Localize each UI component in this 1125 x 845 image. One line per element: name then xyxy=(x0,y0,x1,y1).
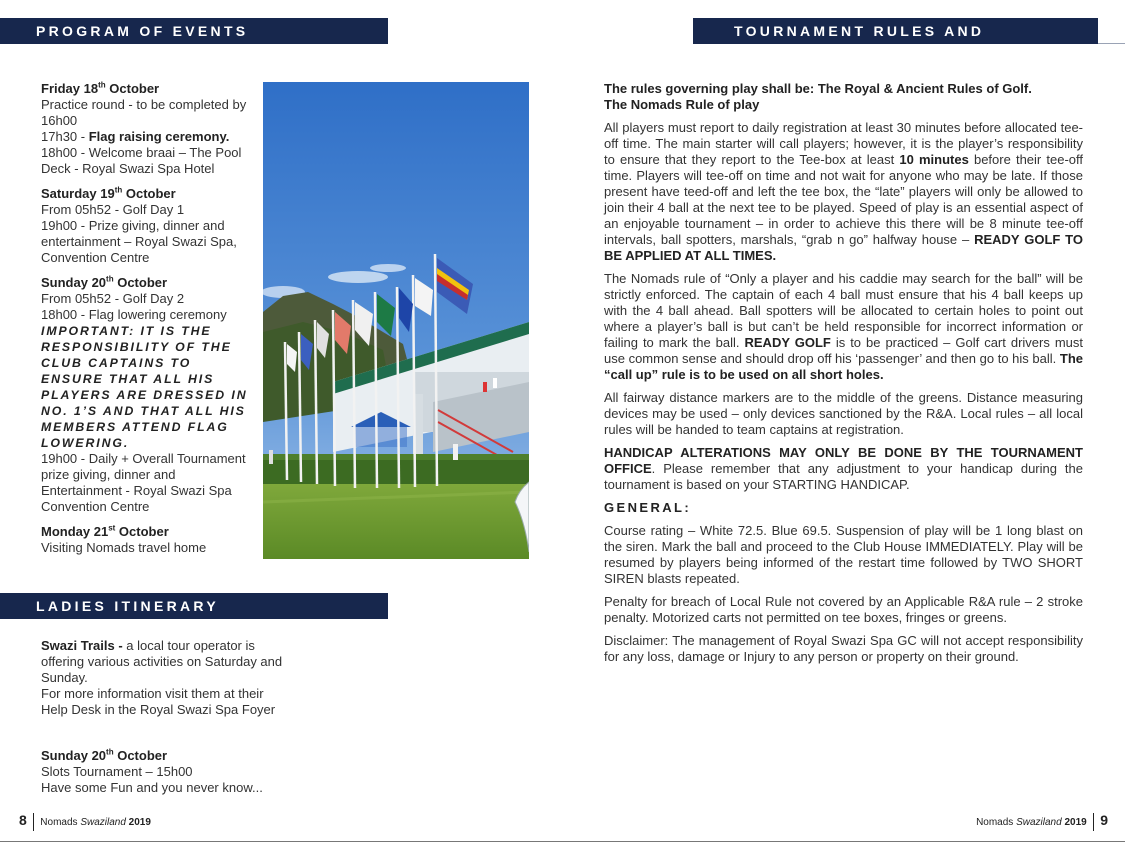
rules-paragraph: All players must report to daily registration at least 30 minutes before allocated tee-off time. The main starter will call players; however, it is the player’s responsibility to ensure that they report to the Tee-box at least 10 minutes before their tee-off time. Players will tee-off on time and not wait for anyone who may be late. If those present have teed-off and left the tee box, the “late” players will only be allowed to join their 4 ball at the next tee to be played. Speed of play is an essential aspect of an enjoyable tournament – in order to achieve this there will be 8 minute tee-off intervals, ball spotters, marshals, “grab n go” halfway house – READY GOLF TO BE APPLIED AT ALL TIMES. xyxy=(604,120,1084,263)
important-notice: IMPORTANT: IT IS THE RESPONSIBILITY OF THE CLUB CAPTAINS TO ENSURE THAT ALL HIS PLAYERS ARE DRESSED IN NO. 1’S AND THAT ALL HIS MEMBERS ATTEND FLAG LOWERING. xyxy=(41,324,248,450)
section-header-rules: TOURNAMENT RULES AND CONDITIONS xyxy=(693,18,1098,44)
page-number: 8 xyxy=(19,812,27,828)
ladies-itinerary xyxy=(41,638,291,796)
event-line: Practice round - to be completed by 16h00 xyxy=(41,97,247,128)
event-line: 19h00 - Daily + Overall Tournament prize giving, dinner and Entertainment - Royal Swazi Spa Convention Centre xyxy=(41,451,246,514)
rules-paragraph: HANDICAP ALTERATIONS MAY ONLY BE DONE BY THE TOURNAMENT OFFICE. Please remember that any adjustment to your handicap during the tournament is based on your STARTING HANDICAP. xyxy=(604,445,1083,492)
event-day-friday: Friday 18th October xyxy=(41,80,160,96)
event-line: 18h00 - Welcome braai – The Pool Deck - Royal Swazi Spa Hotel xyxy=(41,145,242,176)
fun-line: Have some Fun and you never know... xyxy=(41,780,263,795)
footer-left: 8 Nomads Swaziland 2019 xyxy=(19,811,151,832)
tournament-rules xyxy=(604,81,1083,672)
rules-heading: The rules governing play shall be: The Royal & Ancient Rules of Golf. xyxy=(604,81,1032,96)
rules-paragraph: The Nomads rule of “Only a player and his caddie may search for the ball” will be strictly enforced. The captain of each 4 ball must ensure that his 4 ball keeps up with the 4 ball ahead. Ball spotters will be allocated to certain holes to point out where a player’s ball is but can’t be held responsible for incorrect information or failing to mark the ball. READY GOLF is to be practiced – Golf cart drivers must use common sense and should drop off his ‘passenger’ and then go to his ball. The “call up” rule is to be used on all short holes. xyxy=(604,271,1083,382)
general-heading: GENERAL: xyxy=(604,500,692,515)
footer-divider xyxy=(33,813,35,831)
clubhouse-flags-photo xyxy=(263,82,529,559)
section-header-ladies: LADIES ITINERARY xyxy=(0,593,388,619)
event-line: Visiting Nomads travel home xyxy=(41,540,207,555)
rules-paragraph: Penalty for breach of Local Rule not covered by an Applicable R&A rule – 2 stroke penalty. Motorized carts not permitted on tee boxes, fringes or greens. xyxy=(604,594,1083,625)
rules-paragraph: All fairway distance markers are to the middle of the greens. Distance measuring devices may be used – only devices sanctioned by the R&A. Local rules – all local rules will be handed to team captains at registration. xyxy=(604,390,1083,437)
event-day-monday: Monday 21st October xyxy=(41,523,169,539)
event-line: 17h30 - Flag raising ceremony. xyxy=(41,129,230,144)
disclaimer: Disclaimer: The management of Royal Swazi Spa GC will not accept responsibility for any loss, damage or Injury to any person or property on their ground. xyxy=(604,633,1083,664)
event-line: 19h00 - Prize giving, dinner and entertainment – Royal Swazi Spa, Convention Centre xyxy=(41,218,237,265)
page-bottom-rule xyxy=(0,841,1125,842)
program-of-events xyxy=(41,81,259,556)
section-header-program: PROGRAM OF EVENTS xyxy=(0,18,388,44)
event-line: 18h00 - Flag lowering ceremony xyxy=(41,307,227,322)
event-line: From 05h52 - Golf Day 1 xyxy=(41,202,185,217)
event-day-saturday: Saturday 19th October xyxy=(41,185,176,201)
event-line: From 05h52 - Golf Day 2 xyxy=(41,291,185,306)
nomads-rule-heading: The Nomads Rule of play xyxy=(604,97,760,112)
footer-divider xyxy=(1093,813,1095,831)
ladies-day-sunday: Sunday 20th October xyxy=(41,747,168,763)
footer-right: Nomads Swaziland 2019 9 xyxy=(976,811,1108,832)
page-number: 9 xyxy=(1100,812,1108,828)
help-desk-info: For more information visit them at their Help Desk in the Royal Swazi Spa Foyer xyxy=(41,686,276,717)
slots-tournament: Slots Tournament – 15h00 xyxy=(41,764,193,779)
rules-paragraph: Course rating – White 72.5. Blue 69.5. Suspension of play will be 1 long blast on the siren. Mark the ball and proceed to the Club House IMMEDIATELY. Play will be resumed by players being informed of the restart time followed by TWO SHORT SIREN blasts repeated. xyxy=(604,523,1083,586)
event-day-sunday: Sunday 20th October xyxy=(41,274,168,290)
swazi-trails-text: Swazi Trails - a local tour operator is offering various activities on Saturday and Sunday. xyxy=(41,638,283,685)
